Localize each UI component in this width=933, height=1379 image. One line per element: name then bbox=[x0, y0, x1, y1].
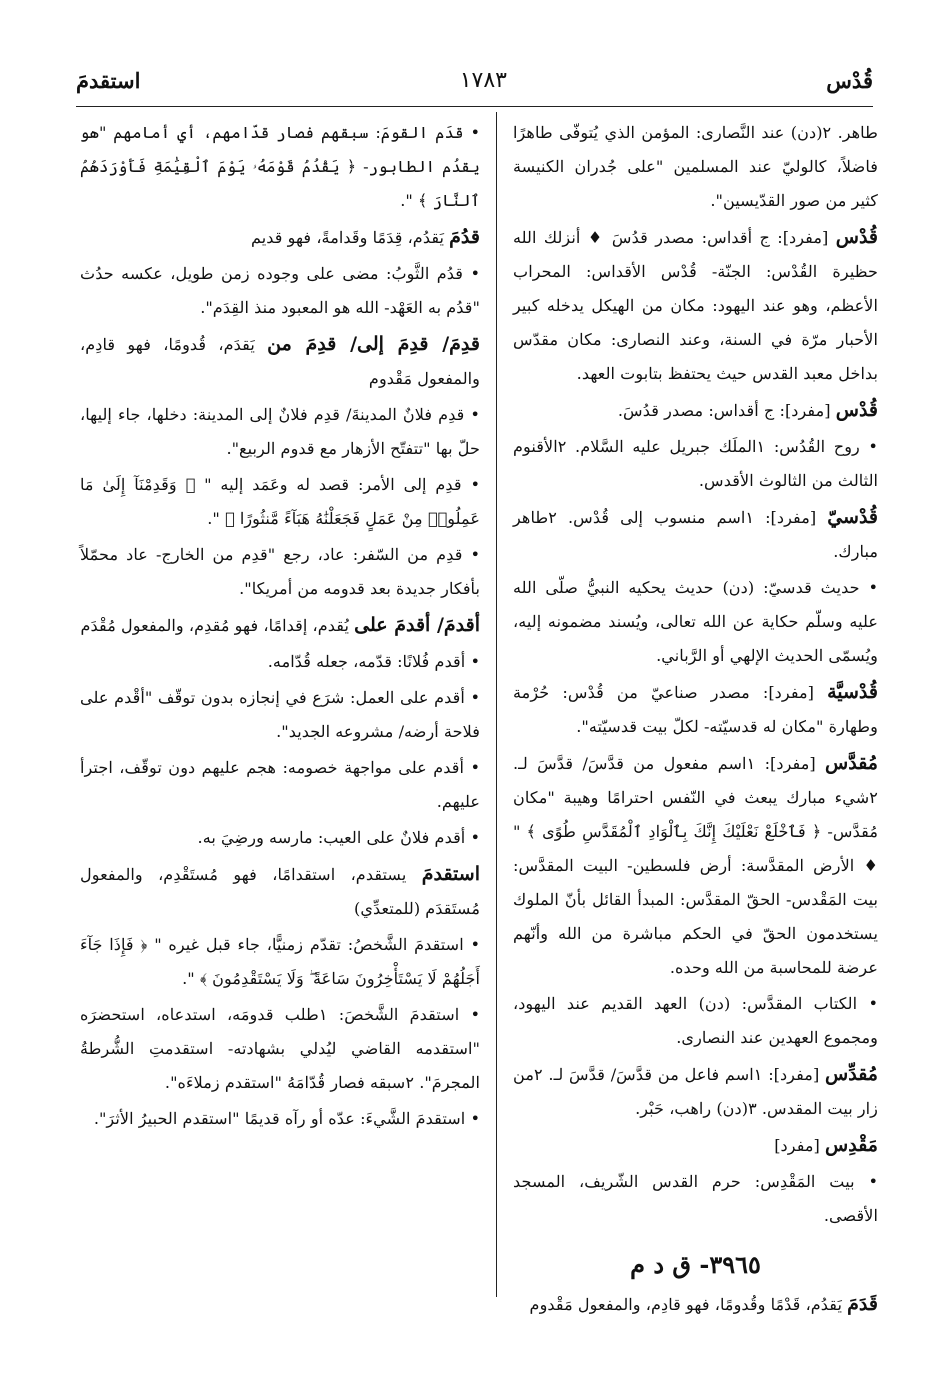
entry-text: • بيت المَقْدِس: حرم القدس الشّريف، المسجد الأقصى. bbox=[513, 1172, 878, 1225]
entry-text: • قدِم فلانٌ المدينةَ/ قدِم فلانٌ إلى المدينة: دخلها، جاء إليها، حلّ بها "تتفتّح الأزهار مع قدوم الربيع". bbox=[80, 405, 480, 458]
entry-headword: أقدمَ/ أقدمَ على bbox=[354, 614, 480, 636]
entry-text: يُقدم، إقدامًا، فهو مُقدِم، والمفعول مُقْدَم bbox=[80, 616, 349, 635]
entry-headword: استقدمَ bbox=[421, 863, 480, 885]
entry-text: [مفرد]: ج أقداس: مصدر قدُسَ ♦ أنزلك الله حظيرة القُدْس: الجنّة- قُدْس الأقداس: المحراب الأعظم، وهو عند اليهود: مكان من الهيكل يدخله كبير الأحبار مرّة في السنة، وعند النصارى: مكان مقدّس بداخل معبد القدس حيث يحتفظ بتابوت العهد. bbox=[513, 228, 878, 383]
entry-text: • استقدمَ الشَّخصُ: تقدّم زمنيًّا، جاء قبل غيره " ﴿ فَإِذَا جَآءَ أَجَلُهُمْ لَا يَسْتَأْخِرُونَ سَاعَةً ۖ وَلَا يَسْتَقْدِمُونَ ﴾ ". bbox=[80, 935, 480, 988]
entry-headword: مُقدِّس bbox=[825, 1063, 878, 1085]
page-header bbox=[76, 60, 873, 100]
entry-text: [مفرد]: ١اسم مفعول من قدَّسَ/ قدَّسَ لـ. ٢شيء مبارك يبعث في النّفس احترامًا وهيبة "مكان مُقدَّس- ﴿ فَٱخْلَعْ نَعْلَيْكَ إِنَّكَ بِٱلْوَادِ ٱلْمُقَدَّسِ طُوًى ﴾ " ♦ الأرض المقدَّسة: أرض فلسطين- البيت المقدَّس: بيت المَقْدس- الحقّ المقدَّس: المبدأ القائل بأنّ الملوك يستخدمون الحقّ في الحكم مباشرة من الله وأنّهم عرضة للمحاسبة من الله وحده. bbox=[513, 754, 878, 977]
entry-headword: قدُمَ bbox=[449, 226, 480, 248]
entry-text: • أقدم على مواجهة خصومه: هجم عليهم دون توقّف، اجترأ عليهم. bbox=[80, 758, 480, 811]
dictionary-entry bbox=[513, 1057, 878, 1126]
entry-headword: مُقدَّس bbox=[825, 752, 878, 774]
column-divider bbox=[496, 112, 497, 1297]
header-right-word: قُدْس bbox=[826, 67, 873, 93]
dictionary-entry bbox=[80, 398, 480, 466]
dictionary-entry bbox=[80, 998, 480, 1100]
dictionary-entry bbox=[513, 746, 878, 985]
entry-text: [مفرد]: ج أقداس: مصدر قدُسَ. bbox=[617, 401, 831, 420]
dictionary-entry bbox=[513, 500, 878, 569]
dictionary-entry bbox=[513, 675, 878, 744]
entry-text: • قدَم القومَ: سبقهم فصار قدّامهم، أي أمامهم "هو يقدُم الطابور- ﴿ يَقْدُمُ قَوْمَهُۥ يَوْمَ ٱلْقِيَٰمَةِ فَأَوْرَدَهُمُ ٱلنَّارَ ﴾ ". bbox=[80, 123, 480, 210]
dictionary-entry bbox=[80, 257, 480, 325]
entry-text: [مفرد]: ١اسم منسوب إلى قُدْس. ٢طاهر مبارك. bbox=[513, 508, 878, 561]
entry-text: • قدُم الثَّوبُ: مضى على وجوده زمن طويل، عكسه حدُث "قدُم به العَهْد- الله هو المعبود منذ القِدَم". bbox=[80, 264, 480, 317]
dictionary-entry bbox=[513, 1287, 878, 1322]
dictionary-entry bbox=[80, 468, 480, 536]
entry-text: • الكتاب المقدَّس: (دن) العهد القديم عند اليهود، ومجموع العهدين عند النصارى. bbox=[513, 994, 878, 1047]
entry-text: • قدِم من السّفر: عاد، رجع "قدِم من الخارج- عاد محمّلاً بأفكار جديدة بعد قدومه من أمريكا". bbox=[80, 545, 480, 598]
entry-text: [مفرد] bbox=[774, 1136, 820, 1155]
header-left-word: استقدمَ bbox=[76, 67, 141, 93]
entry-text: يستقدم، استقدامًا، فهو مُستَقْدِم، والمفعول مُستَقدَم (للمتعدِّي) bbox=[80, 865, 480, 918]
dictionary-entry bbox=[80, 116, 480, 218]
dictionary-entry bbox=[80, 681, 480, 749]
entry-headword: مَقْدِس bbox=[825, 1134, 878, 1156]
section-heading: ٣٩٦٥- ق د م bbox=[630, 1250, 761, 1279]
dictionary-entry bbox=[513, 116, 878, 218]
dictionary-entry bbox=[513, 1165, 878, 1233]
dictionary-entry bbox=[80, 751, 480, 819]
right-column bbox=[513, 116, 878, 1324]
header-rule bbox=[76, 106, 873, 107]
entry-headword: قَدَمَ bbox=[847, 1293, 878, 1315]
dictionary-entry bbox=[513, 430, 878, 498]
page-number: ١٧٨٣ bbox=[459, 67, 507, 93]
dictionary-entry bbox=[80, 821, 480, 855]
dictionary-entry bbox=[513, 393, 878, 428]
entry-text: [مفرد]: ١اسم فاعل من قدَّسَ/ قدَّسَ لـ. ٢من زار بيت المقدس. ٣(دن) راهب، حَبْر. bbox=[513, 1065, 878, 1118]
entry-headword: قُدْس bbox=[835, 399, 878, 421]
entry-headword: قدِمَ/ قدِمَ إلى/ قدِمَ من bbox=[267, 333, 480, 355]
entry-text: • استقدمَ الشَّخصَ: ١طلب قدومَه، استدعاه، استحضرَه "استقدمه القاضي ليُدلي بشهادته- استقدمتِ الشُّرطةُ المجرمَ". ٢سبقه فصار قُدّامَهُ "استقدم زملاءَه". bbox=[80, 1005, 480, 1092]
dictionary-entry bbox=[513, 220, 878, 391]
entry-text: • أقدم فُلانًا: قدّمه، جعله قُدّامه. bbox=[267, 652, 480, 671]
entry-text: • قدِم إلى الأمر: قصد له وعَمَد إليه " ﴿ وَقَدِمْنَآ إِلَىٰ مَا عَمِلُوا۟ مِنْ عَمَلٍ فَجَعَلْنَٰهُ هَبَآءً مَّنثُورًا ﴾ ". bbox=[80, 475, 480, 528]
dictionary-entry bbox=[80, 928, 480, 996]
dictionary-entry bbox=[80, 220, 480, 255]
dictionary-entry bbox=[80, 538, 480, 606]
entry-text: يَقدُم، قِدَمًا وقَدامةً، فهو قديم bbox=[250, 228, 445, 247]
left-column bbox=[80, 116, 480, 1138]
entry-text: طاهر. ٢(دن) عند النَّصارى: المؤمن الذي يُتوفّى طاهرًا فاضلاً، كالوليّ عند المسلمين "على جُدران الكنيسة كثير من صور القدّيسين". bbox=[513, 123, 879, 210]
dictionary-entry bbox=[80, 1102, 480, 1136]
dictionary-entry bbox=[80, 327, 480, 396]
dictionary-entry bbox=[513, 987, 878, 1055]
entry-text: [مفرد]: مصدر صناعيّ من قُدْس: حُرْمة وطهارة "مكان له قدسيّته- لكلّ بيت قدسيّته". bbox=[513, 683, 878, 736]
dictionary-entry bbox=[513, 571, 878, 673]
entry-headword: قُدْس bbox=[835, 226, 878, 248]
dictionary-entry bbox=[513, 1128, 878, 1163]
entry-text: يَقدُم، قَدْمًا وقُدومًا، فهو قادِم، والمفعول مَقْدوم bbox=[529, 1295, 843, 1314]
entry-text: • استقدمَ الشَّيءَ: عدّه أو رآه قديمًا "استقدم الحبيرُ الأثرَ". bbox=[93, 1109, 480, 1128]
dictionary-entry bbox=[80, 857, 480, 926]
entry-headword: قُدْسيَّة bbox=[827, 681, 878, 703]
entry-text: • حديث قدسيّ: (دن) حديث يحكيه النبيُّ صلّى الله عليه وسلّم حكاية عن الله تعالى، ويُسند مضمونه إليه، ويُسمّى الحديث الإلهي أو الرَّباني. bbox=[513, 578, 878, 665]
dictionary-entry bbox=[80, 645, 480, 679]
entry-headword: قُدْسيّ bbox=[827, 506, 878, 528]
dictionary-entry bbox=[80, 608, 480, 643]
entry-text: يَقدَم، قُدومًا، فهو قادِم، والمفعول مَقْدوم bbox=[80, 335, 480, 388]
entry-text: • أقدم على العمل: شرَع في إنجازه بدون توقّف "أقْدم على فلاحة أرضه/ مشروعه الجديد". bbox=[80, 688, 480, 741]
entry-text: • أقدم فلانٌ على العيب: مارسه ورضِيَ به. bbox=[197, 828, 480, 847]
entry-text: • روح القُدُس: ١الملَك جبريل عليه السَّلام. ٢الأقنوم الثالث من الثالوث الأقدس. bbox=[513, 437, 878, 490]
